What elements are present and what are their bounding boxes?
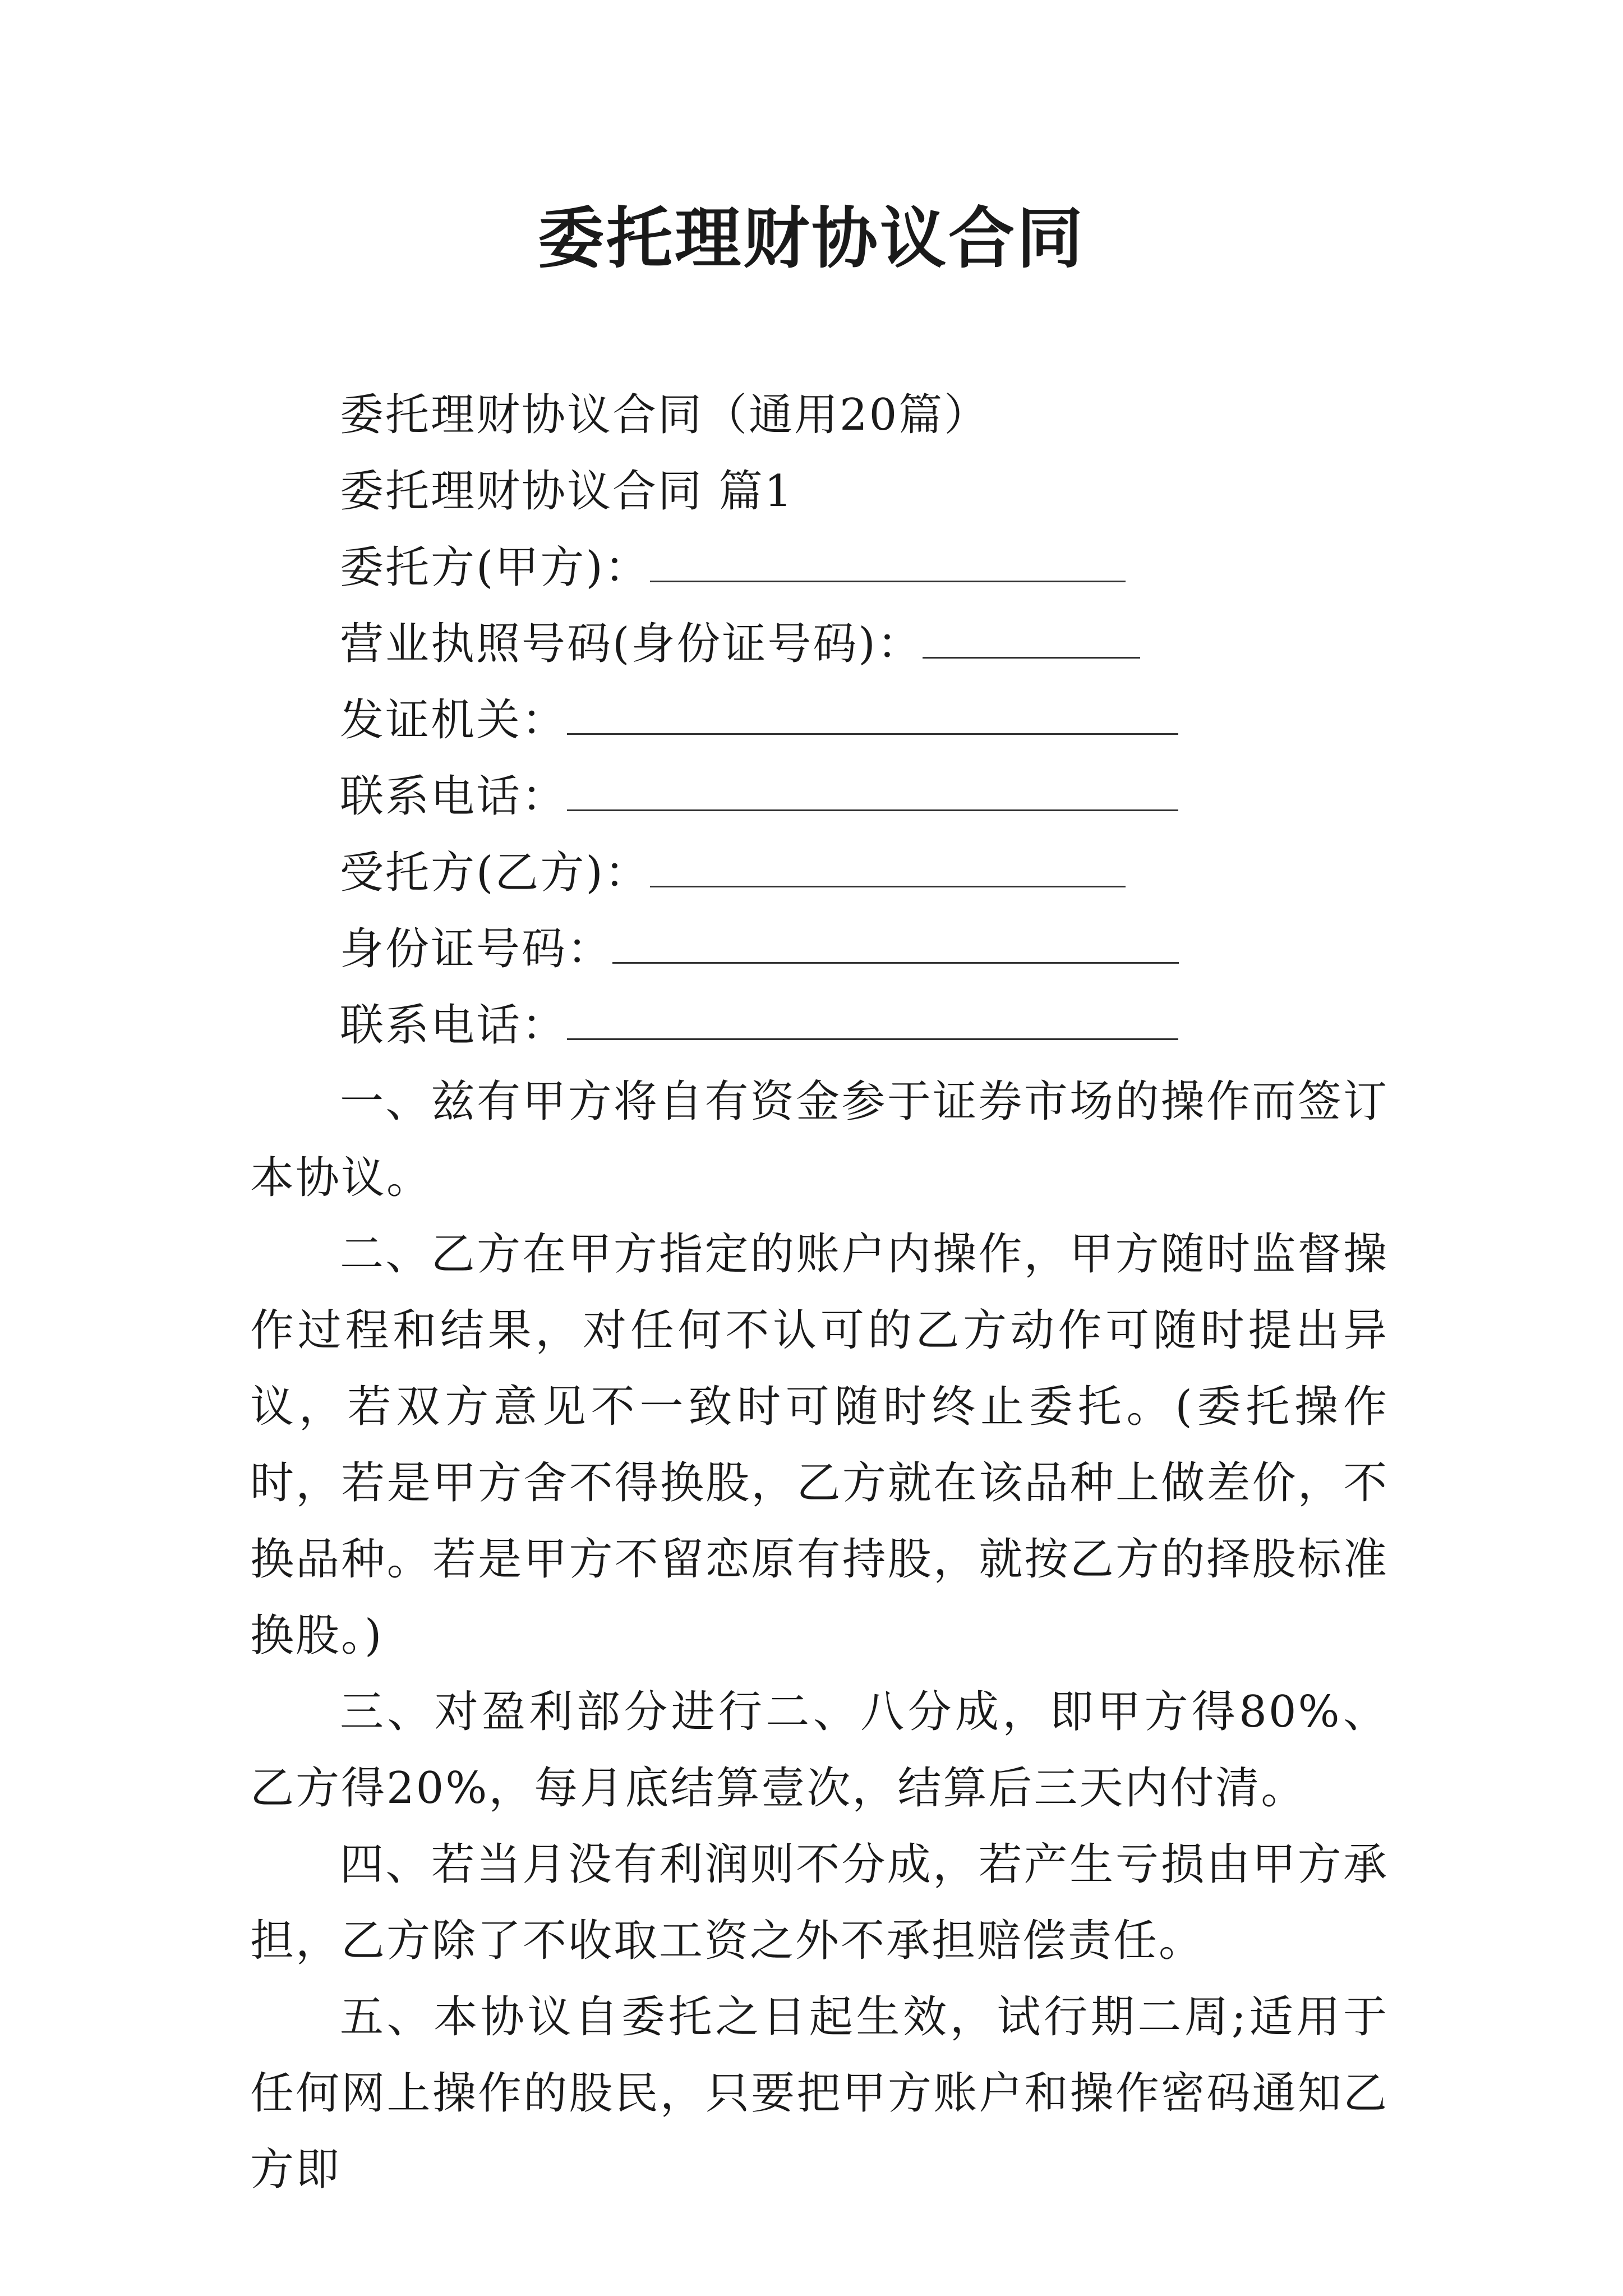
document-body (250, 377, 1389, 2208)
field-label-phone-b: 联系电话： (340, 1000, 568, 1051)
blank-line-id-number (612, 928, 1179, 964)
blank-line-phone-b (567, 1005, 1178, 1040)
field-phone-a (250, 758, 1389, 835)
clause-5: 五、本协议自委托之日起生效，试行期二周;适用于任何网上操作的股民，只要把甲方账户和操作密码通知乙方即 (250, 1992, 1389, 2195)
section-heading: 委托理财协议合同 篇1 (340, 466, 794, 517)
blank-line-party-a (650, 547, 1126, 582)
field-phone-b (250, 987, 1389, 1064)
field-party-b (250, 835, 1389, 911)
field-label-id-number: 身份证号码： (340, 924, 613, 974)
field-label-phone-a: 联系电话： (340, 771, 568, 822)
blank-line-party-b (650, 852, 1126, 887)
clause-4: 四、若当月没有利润则不分成，若产生亏损由甲方承担，乙方除了不收取工资之外不承担赔偿责任。 (250, 1839, 1389, 1966)
document-subtitle: 委托理财协议合同（通用20篇） (340, 390, 990, 440)
field-issuing-authority (250, 682, 1389, 758)
field-label-party-b: 受托方(乙方)： (340, 848, 650, 898)
field-label-license-number: 营业执照号码(身份证号码)： (340, 619, 923, 669)
blank-line-phone-a (567, 776, 1178, 811)
field-license-number (250, 606, 1389, 682)
blank-line-license-number (923, 623, 1140, 659)
clause-3: 三、对盈利部分进行二、八分成，即甲方得80%、乙方得20%，每月底结算壹次，结算后三天内付清。 (250, 1687, 1389, 1814)
document-title: 委托理财协议合同 (537, 200, 1085, 277)
blank-line-issuing-authority (567, 700, 1178, 735)
field-label-issuing-authority: 发证机关： (340, 695, 568, 746)
field-party-a (250, 530, 1389, 606)
field-label-party-a: 委托方(甲方)： (340, 542, 650, 593)
clause-2: 二、乙方在甲方指定的账户内操作，甲方随时监督操作过程和结果，对任何不认可的乙方动作可随时提出异议，若双方意见不一致时可随时终止委托。(委托操作时，若是甲方舍不得换股，乙方就在该品种上做差价，不换品种。若是甲方不留恋原有持股，就按乙方的择股标准换股。) (250, 1229, 1389, 1661)
field-id-number (250, 911, 1389, 987)
clause-1: 一、兹有甲方将自有资金参于证券市场的操作而签订本协议。 (250, 1076, 1389, 1203)
